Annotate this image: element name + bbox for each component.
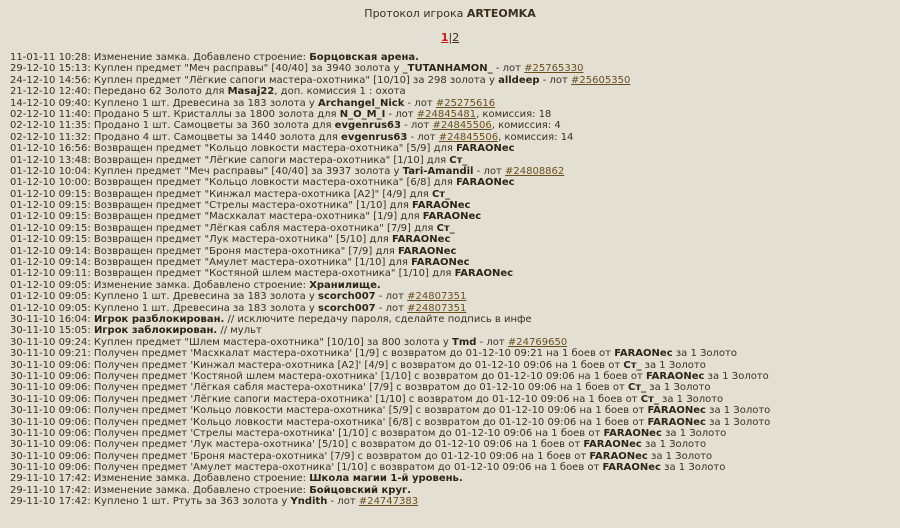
player-name: FARAONec [391, 234, 451, 246]
player-name: Бойцовский круг. [309, 484, 411, 496]
lot-link[interactable]: #24845481 [416, 108, 477, 120]
log-entry [10, 496, 900, 507]
player-name: alldeep [498, 74, 540, 86]
log-text: за 1 Золото [705, 405, 771, 417]
page-current: 1 [440, 31, 449, 44]
player-name: FARAONec [647, 405, 706, 417]
log-text: 02-12-10 11:35: Продано 1 шт. Самоцветы за 360 золота для [10, 120, 335, 132]
log-text: 01-12-10 09:15: Возвращен предмет "Стрелы мастера-охотника" [1/10] для [10, 200, 413, 212]
log-text: 01-12-10 13:48: Возвращен предмет "Лёгкие сапоги мастера-охотника" [1/10] для [10, 154, 450, 166]
log-text: 01-12-10 09:14: Возвращен предмет "Броня мастера-охотника" [7/9] для [10, 245, 398, 257]
lot-link[interactable]: #24808862 [504, 165, 565, 177]
lot-link[interactable]: #24807351 [407, 291, 467, 303]
player-name: Игрок заблокирован. [93, 325, 218, 337]
lot-link[interactable]: #25765330 [524, 63, 584, 75]
log-text: 01-12-10 09:14: Возвращен предмет "Амулет мастера-охотника" [1/10] для [10, 257, 412, 269]
log-text: 01-12-10 09:11: Возвращен предмет "Костяной шлем мастера-охотника" [1/10] для [10, 268, 455, 280]
log-text: - лот [327, 496, 359, 508]
log-entry [10, 405, 900, 416]
player-name: Tmd [452, 336, 477, 348]
log-text: - лот [400, 120, 433, 132]
player-name: FARAONec [614, 348, 673, 360]
log-text: , доп. комиссия 1 : охота [274, 86, 406, 98]
log-entry [10, 189, 900, 200]
log-entry [10, 439, 900, 450]
log-text: // мульт [217, 325, 262, 337]
player-name: Archangel_Nick [318, 97, 405, 109]
lot-link[interactable]: #25605350 [571, 74, 631, 86]
log-text: за 1 Золото [661, 427, 727, 439]
log-text: 30-11-10 09:24: Куплен предмет "Шлем мастера-охотника" [10/10] за 800 золота у [10, 336, 453, 348]
log-text: 29-12-10 15:13: Куплен предмет "Меч расправы" [40/40] за 3940 золота у [10, 63, 403, 75]
log-text: за 1 Золото [641, 439, 707, 451]
player-name: scorch007 [318, 302, 376, 314]
log-entry [10, 382, 900, 393]
log-entry [10, 63, 900, 74]
log-entry [10, 280, 900, 291]
player-name: evgenrus63 [341, 131, 408, 143]
log-text: 24-12-10 14:56: Куплен предмет "Лёгкие сапоги мастера-охотника" [10/10] за 298 золота у [10, 74, 499, 86]
log-text: 30-11-10 09:06: Получен предмет 'Стрелы мастера-охотника' [1/10] с возвратом до 01-12-10 09:06 на 1 боев от [10, 427, 604, 439]
log-text: , комиссия: 18 [476, 108, 552, 120]
log-text: 30-11-10 09:06: Получен предмет 'Лёгкая сабля мастера-охотника' [7/9] с возвратом до 01-12-10 09:06 на 1 боев от [10, 382, 628, 394]
log-entry [10, 451, 900, 462]
log-text: за 1 Золото [705, 416, 771, 428]
player-name: Ст_ [640, 393, 659, 405]
log-entry [10, 428, 900, 439]
page-title [0, 0, 900, 24]
log-text: - лот [473, 165, 505, 177]
log-entry [10, 257, 900, 268]
lot-link[interactable]: #24769650 [507, 336, 568, 348]
log-text: 01-12-10 16:56: Возвращен предмет "Кольцо ловкости мастера-охотника" [5/9] для [10, 143, 457, 155]
player-name: Tari-Amandil [402, 165, 474, 177]
log-text: 30-11-10 09:21: Получен предмет 'Масхкалат мастера-охотника' [1/9] с возвратом до 01-12-10 09:21 на 1 боев от [10, 348, 615, 360]
log-entry [10, 337, 900, 348]
log-text: 30-11-10 09:06: Получен предмет 'Кольцо ловкости мастера-охотника' [6/8] с возвратом до 01-12-10 09:06 на 1 боев от [10, 416, 648, 428]
log-text: 01-12-10 09:15: Возвращен предмет "Лёгкая сабля мастера-охотника" [7/9] для [10, 222, 437, 234]
log-text: 01-12-10 09:05: Изменение замка. Добавлено строение: [10, 279, 310, 291]
log-text: 01-12-10 10:00: Возвращен предмет "Кольцо ловкости мастера-охотника" [6/8] для [10, 177, 457, 189]
log-entry [10, 143, 900, 154]
log-text: - лот [407, 131, 439, 143]
log-entry [10, 246, 900, 257]
log-text: 30-11-10 09:06: Получен предмет 'Амулет мастера-охотника' [1/10] с возвратом до 01-12-10 09:06 на 1 боев от [10, 462, 603, 474]
log-entry [10, 52, 900, 63]
log-text: - лот [375, 291, 408, 303]
log-entry [10, 314, 900, 325]
page-separator: | [448, 31, 453, 44]
player-name: Школа магии 1-й уровень. [309, 473, 463, 485]
lot-link[interactable]: #24747383 [358, 496, 419, 508]
log-text: 01-12-10 09:15: Возвращен предмет "Лук мастера-охотника" [5/10] для [10, 234, 392, 246]
player-name: evgenrus63 [334, 120, 401, 132]
player-name: Ст_ [623, 359, 642, 371]
log-text: 02-12-10 11:40: Продано 5 шт. Кристаллы за 1800 золота для [10, 108, 340, 120]
page-link-2[interactable]: 2 [452, 31, 460, 44]
log-text: - лот [385, 108, 417, 120]
player-name: Ст_ [436, 222, 455, 234]
log-text: 01-12-10 09:05: Куплено 1 шт. Древесина за 183 золота у [10, 302, 319, 314]
log-entry [10, 417, 900, 428]
log-text: 11-01-11 10:28: Изменение замка. Добавлено строение: [10, 52, 310, 63]
player-name: FARAONec [602, 462, 661, 474]
log-text: за 1 Золото [646, 382, 711, 394]
log-text: 30-11-10 09:06: Получен предмет 'Кинжал мастера-охотника [A2]' [4/9] с возвратом до 01-12-10 09:06 на 1 боев от [10, 359, 624, 371]
lot-link[interactable]: #24845506 [432, 120, 492, 132]
log-entry [10, 348, 900, 359]
lot-link[interactable]: #24807351 [407, 302, 467, 314]
log-entry [10, 120, 900, 131]
page-title-prefix: Протокол игрока [364, 7, 464, 20]
player-name: Борцовская арена. [309, 52, 419, 63]
log-entry [10, 86, 900, 97]
player-name: FARAONec [589, 450, 648, 462]
log-text: за 1 Золото [658, 393, 724, 405]
log-text: 30-11-10 09:06: Получен предмет 'Лук мастера-охотника' [5/10] с возвратом до 01-12-10 09:06 на 1 боев от [10, 439, 584, 451]
log-entry [10, 132, 900, 143]
log-text: // исключите передачу пароля, сделайте подпись в инфе [224, 313, 532, 325]
player-name: FARAONec [412, 200, 471, 212]
player-name: Игрок разблокирован. [93, 313, 225, 325]
log-text: 30-11-10 09:06: Получен предмет 'Кольцо ловкости мастера-охотника' [5/9] с возвратом до 01-12-10 09:06 на 1 боев от [10, 405, 648, 417]
log-entry [10, 462, 900, 473]
player-name: FARAONec [456, 177, 515, 189]
log-entry [10, 485, 900, 496]
log-entry [10, 166, 900, 177]
log-text: , комиссия: 14 [498, 131, 574, 143]
log-text: 29-11-10 17:42: Изменение замка. Добавлено строение: [10, 473, 310, 485]
log-text: 21-12-10 12:40: Передано 62 Золото для [10, 86, 228, 98]
log-text: - лот [375, 302, 408, 314]
log-entry [10, 371, 900, 382]
log-text: 30-11-10 09:06: Получен предмет 'Броня мастера-охотника' [7/9] с возвратом до 01-12-10 09:06 на 1 боев от [10, 450, 590, 462]
log-text: 30-11-10 16:04: [10, 313, 94, 325]
log-text: - лот [404, 97, 436, 109]
log-text: за 1 Золото [704, 370, 769, 382]
log-text: за 1 Золото [672, 348, 737, 360]
log-entry [10, 177, 900, 188]
log-entry [10, 325, 900, 336]
player-name: FARAONec [411, 257, 470, 269]
pagination [0, 29, 900, 46]
player-name: Хранилище. [309, 279, 381, 291]
log-text: за 1 Золото [641, 359, 706, 371]
player-name: N_O_M_I [339, 108, 386, 120]
log-text: 30-11-10 09:06: Получен предмет 'Костяной шлем мастера-охотника' [1/10] с возвратом до 01-12-10 09:06 на 1 боев от [10, 370, 646, 382]
log-entry [10, 360, 900, 371]
player-name: FARAONec [397, 245, 457, 257]
log-entry [10, 268, 900, 279]
log-text: , комиссия: 4 [491, 120, 561, 132]
log-text: 29-11-10 17:42: Изменение замка. Добавлено строение: [10, 484, 310, 496]
log-text: за 1 Золото [647, 450, 713, 462]
log-entry [10, 394, 900, 405]
log-entry [10, 291, 900, 302]
log-entry [10, 303, 900, 314]
player-name: Yndith [290, 496, 328, 508]
log-text: 01-12-10 09:15: Возвращен предмет "Кинжал мастера-охотника [A2]" [4/9] для [10, 188, 432, 200]
log-text: 30-11-10 09:06: Получен предмет 'Лёгкие сапоги мастера-охотника' [1/10] с возвратом до 01-12-10 09:06 на 1 боев от [10, 393, 641, 405]
log-text: 29-11-10 17:42: Куплено 1 шт. Ртуть за 363 золота у [10, 496, 291, 508]
log-entry [10, 223, 900, 234]
log-text: 01-12-10 09:05: Куплено 1 шт. Древесина за 183 золота у [10, 291, 319, 303]
player-name: Ст_ [431, 188, 451, 200]
log-entry [10, 98, 900, 109]
player-name: Ст_ [449, 154, 468, 166]
log-entry [10, 473, 900, 484]
player-name: FARAONec [646, 370, 705, 382]
lot-link[interactable]: #25275616 [435, 97, 496, 109]
log-text: 01-12-10 09:15: Возвращен предмет "Масхкалат мастера-охотника" [1/9] для [10, 211, 423, 223]
player-name: FARAONec [456, 143, 515, 155]
log-text: - лот [539, 74, 572, 86]
player-name: Ст_ [627, 382, 647, 394]
player-name: FARAONec [454, 268, 514, 280]
log-text: - лот [476, 336, 508, 348]
log-entry [10, 211, 900, 222]
log-entry [10, 200, 900, 211]
protocol-log [10, 52, 900, 508]
player-name: _TUTANHAMON_ [402, 63, 493, 75]
log-text: 14-12-10 09:40: Куплено 1 шт. Древесина за 183 золота у [10, 97, 319, 109]
log-text: 30-11-10 15:05: [10, 325, 94, 337]
player-name: FARAONec [603, 427, 662, 439]
player-name: scorch007 [318, 291, 376, 303]
log-entry [10, 109, 900, 120]
log-text: за 1 Золото [660, 462, 726, 474]
player-name: Masaj22 [227, 86, 275, 98]
log-text: 01-12-10 10:04: Куплен предмет "Меч расправы" [40/40] за 3937 золота у [10, 165, 403, 177]
player-name: ARTEOMKA [466, 7, 536, 20]
player-name: FARAONec [422, 211, 482, 223]
log-entry [10, 234, 900, 245]
log-text: 02-12-10 11:32: Продано 4 шт. Самоцветы за 1440 золота для [10, 131, 342, 143]
log-entry [10, 155, 900, 166]
lot-link[interactable]: #24845506 [438, 131, 499, 143]
player-name: FARAONec [647, 416, 706, 428]
player-name: FARAONec [583, 439, 642, 451]
log-entry [10, 75, 900, 86]
log-text: - лот [492, 63, 525, 75]
